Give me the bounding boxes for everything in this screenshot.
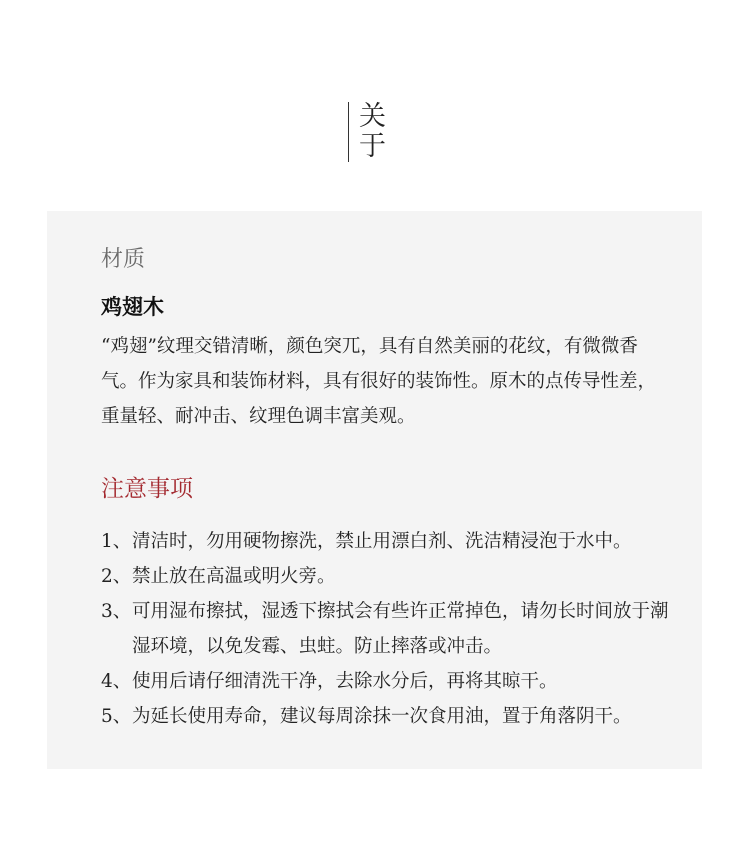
info-panel — [47, 211, 702, 769]
list-item-number: 5、 — [101, 706, 132, 727]
material-label: 材质 — [101, 247, 146, 272]
list-item-text: 可用湿布擦拭，湿透下擦拭会有些许正常掉色，请勿长时间放于潮湿环境，以免发霉、虫蛀。防止摔落或冲击。 — [132, 601, 669, 657]
material-description: “鸡翅”纹理交错清晰，颜色突兀，具有自然美丽的花纹，有微微香气。作为家具和装饰材料，具有很好的装饰性。原木的点传导性差，重量轻、耐冲击、纹理色调丰富美观。 — [101, 336, 657, 427]
list-item — [101, 559, 681, 594]
list-item — [101, 664, 681, 699]
material-name: 鸡翅木 — [101, 294, 164, 319]
list-item-number: 3、 — [101, 601, 132, 622]
header-divider-line — [348, 102, 349, 162]
list-item-number: 1、 — [101, 531, 132, 552]
notes-list — [101, 524, 681, 734]
page-header — [348, 102, 389, 162]
list-item-text: 禁止放在高温或明火旁。 — [132, 566, 336, 587]
list-item — [101, 699, 681, 734]
list-item-number: 4、 — [101, 671, 132, 692]
list-item-number: 2、 — [101, 566, 132, 587]
list-item — [101, 594, 681, 664]
list-item — [101, 524, 681, 559]
list-item-text: 为延长使用寿命，建议每周涂抹一次食用油，置于角落阴干。 — [132, 706, 632, 727]
list-item-text: 使用后请仔细清洗干净，去除水分后，再将其晾干。 — [132, 671, 558, 692]
list-item-text: 清洁时，勿用硬物擦洗，禁止用漂白剂、洗洁精浸泡于水中。 — [132, 531, 632, 552]
notes-title: 注意事项 — [101, 476, 193, 502]
page-title: 关于 — [359, 101, 386, 162]
